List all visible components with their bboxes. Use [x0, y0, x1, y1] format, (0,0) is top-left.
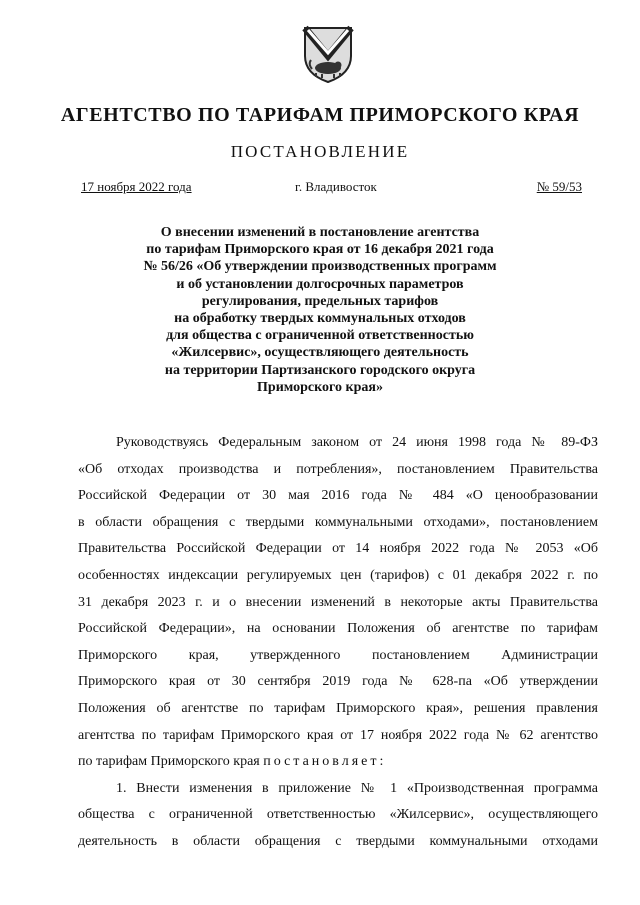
body-line: в области обращения с твердыми коммунальными отходами», постановлением	[78, 514, 598, 530]
document-title	[100, 224, 540, 396]
resolves-word: постановляет:	[263, 754, 387, 770]
document-number: № 59/53	[536, 179, 582, 194]
title-line: О внесении изменений в постановление агентства	[160, 225, 480, 240]
body-line-resolution	[78, 749, 598, 776]
title-line: для общества с ограниченной ответственностью	[166, 328, 474, 344]
body-last-prefix: по тарифам Приморского края	[78, 754, 264, 770]
title-line: № 56/26 «Об утверждении производственных программ	[143, 259, 497, 275]
body-line: Руководствуясь Федеральным законом от 24 июня 1998 года № 89-ФЗ	[116, 435, 598, 450]
title-line: «Жилсервис», осуществляющего деятельность	[171, 345, 469, 361]
point-1-line: общества с ограниченной ответственностью «Жилсервис», осуществляющего	[78, 807, 598, 823]
title-line: по тарифам Приморского края от 16 декабря 2021 года	[146, 242, 494, 258]
document-body	[78, 430, 598, 856]
body-line: «Об отходах производства и потребления», постановлением Правительства	[78, 461, 598, 477]
body-line: Приморского края от 30 сентября 2019 года № 628-па «Об утверждении	[78, 674, 598, 690]
body-line: агентства по тарифам Приморского края от 17 ноября 2022 года № 62 агентство	[78, 727, 598, 743]
body-line: Положения об агентстве по тарифам Приморского края», решения правления	[78, 700, 598, 716]
title-line: и об установлении долгосрочных параметров	[176, 276, 464, 292]
body-line: особенностях индексации регулируемых цен (тарифов) с 01 декабря 2022 г. по	[78, 567, 598, 583]
title-line: регулирования, предельных тарифов	[201, 293, 439, 309]
body-line: Правительства Российской Федерации от 14 ноября 2022 года № 2053 «Об	[78, 541, 598, 557]
point-1-line: 1. Внести изменения в приложение № 1 «Производственная программа	[116, 780, 598, 796]
body-line: 31 декабря 2023 г. и о внесении изменений в некоторые акты Правительства	[78, 594, 598, 610]
title-line: на обработку твердых коммунальных отходов	[174, 311, 466, 327]
title-line: на территории Партизанского городского округа	[164, 362, 476, 378]
point-1-line: деятельность в области обращения с твердыми коммунальными отходами	[78, 833, 598, 849]
document-date: 17 ноября 2022 года	[81, 179, 192, 194]
body-line: Российской Федерации», на основании Положения об агентстве по тарифам	[78, 621, 598, 637]
body-line: Приморского края, утвержденного постановлением Администрации	[78, 647, 598, 663]
agency-name: АГЕНТСТВО ПО ТАРИФАМ ПРИМОРСКОГО КРАЯ	[60, 104, 580, 126]
document-type: ПОСТАНОВЛЕНИЕ	[230, 142, 410, 161]
document-city: г. Владивосток	[295, 179, 377, 194]
body-line: Российской Федерации от 30 мая 2016 года № 484 «О ценообразовании	[78, 488, 598, 504]
coat-of-arms-emblem	[302, 22, 354, 84]
title-line: Приморского края»	[257, 379, 383, 395]
